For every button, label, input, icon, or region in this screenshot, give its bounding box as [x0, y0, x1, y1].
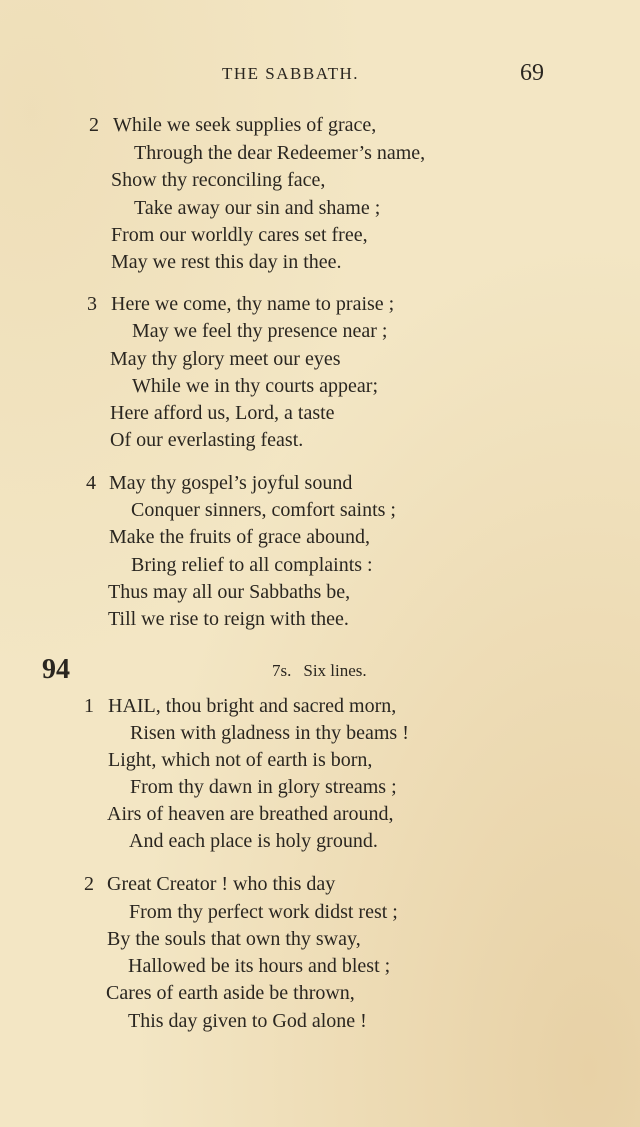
verse-line: While we in thy courts appear; [132, 375, 379, 397]
running-head [0, 60, 640, 88]
verse-line: Take away our sin and shame ; [134, 197, 381, 219]
verse-line: Here afford us, Lord, a taste [110, 402, 335, 424]
verse-line: Thus may all our Sabbaths be, [108, 581, 351, 603]
stanza-number: 2 [89, 114, 99, 136]
verse-line: From thy perfect work didst rest ; [129, 901, 398, 923]
verse-line: Make the fruits of grace abound, [109, 526, 371, 548]
verse-line: May thy glory meet our eyes [110, 348, 341, 370]
verse-line: May we rest this day in thee. [111, 251, 342, 273]
verse-line: Cares of earth aside be thrown, [106, 982, 355, 1004]
stanza-number: 4 [86, 472, 96, 494]
hymn-number: 94 [42, 654, 70, 685]
verse-line: Bring relief to all complaints : [131, 554, 373, 576]
verse-line: Great Creator ! who this day [107, 873, 336, 895]
meter-note: Six lines. [303, 661, 367, 680]
verse-line: From thy dawn in glory streams ; [130, 776, 397, 798]
verse-line: While we seek supplies of grace, [113, 114, 377, 136]
verse-line: And each place is holy ground. [129, 830, 378, 852]
verse-line: Conquer sinners, comfort saints ; [131, 499, 396, 521]
meter-label: 7s. [272, 661, 292, 680]
verse-line: Through the dear Redeemer’s name, [134, 142, 426, 164]
verse-line: Light, which not of earth is born, [108, 749, 373, 771]
verse-line: Show thy reconciling face, [111, 169, 326, 191]
page-number: 69 [520, 60, 544, 86]
verse-line: May we feel thy presence near ; [132, 320, 388, 342]
stanza-number: 3 [87, 293, 97, 315]
verse-line: HAIL, thou bright and sacred morn, [108, 695, 397, 717]
hymn-meter [272, 660, 367, 682]
verse-line: Hallowed be its hours and blest ; [128, 955, 391, 977]
verse-line: By the souls that own thy sway, [107, 928, 361, 950]
stanza-number: 2 [84, 873, 94, 895]
verse-line: Till we rise to reign with thee. [108, 608, 349, 630]
running-title: THE SABBATH. [222, 64, 360, 83]
verse-line: From our worldly cares set free, [111, 224, 368, 246]
verse-line: Risen with gladness in thy beams ! [130, 722, 409, 744]
verse-line: Airs of heaven are breathed around, [107, 803, 394, 825]
verse-line: This day given to God alone ! [128, 1010, 367, 1032]
verse-line: Of our everlasting feast. [110, 429, 304, 451]
verse-line: Here we come, thy name to praise ; [111, 293, 395, 315]
verse-line: May thy gospel’s joyful sound [109, 472, 353, 494]
stanza-number: 1 [84, 695, 94, 717]
